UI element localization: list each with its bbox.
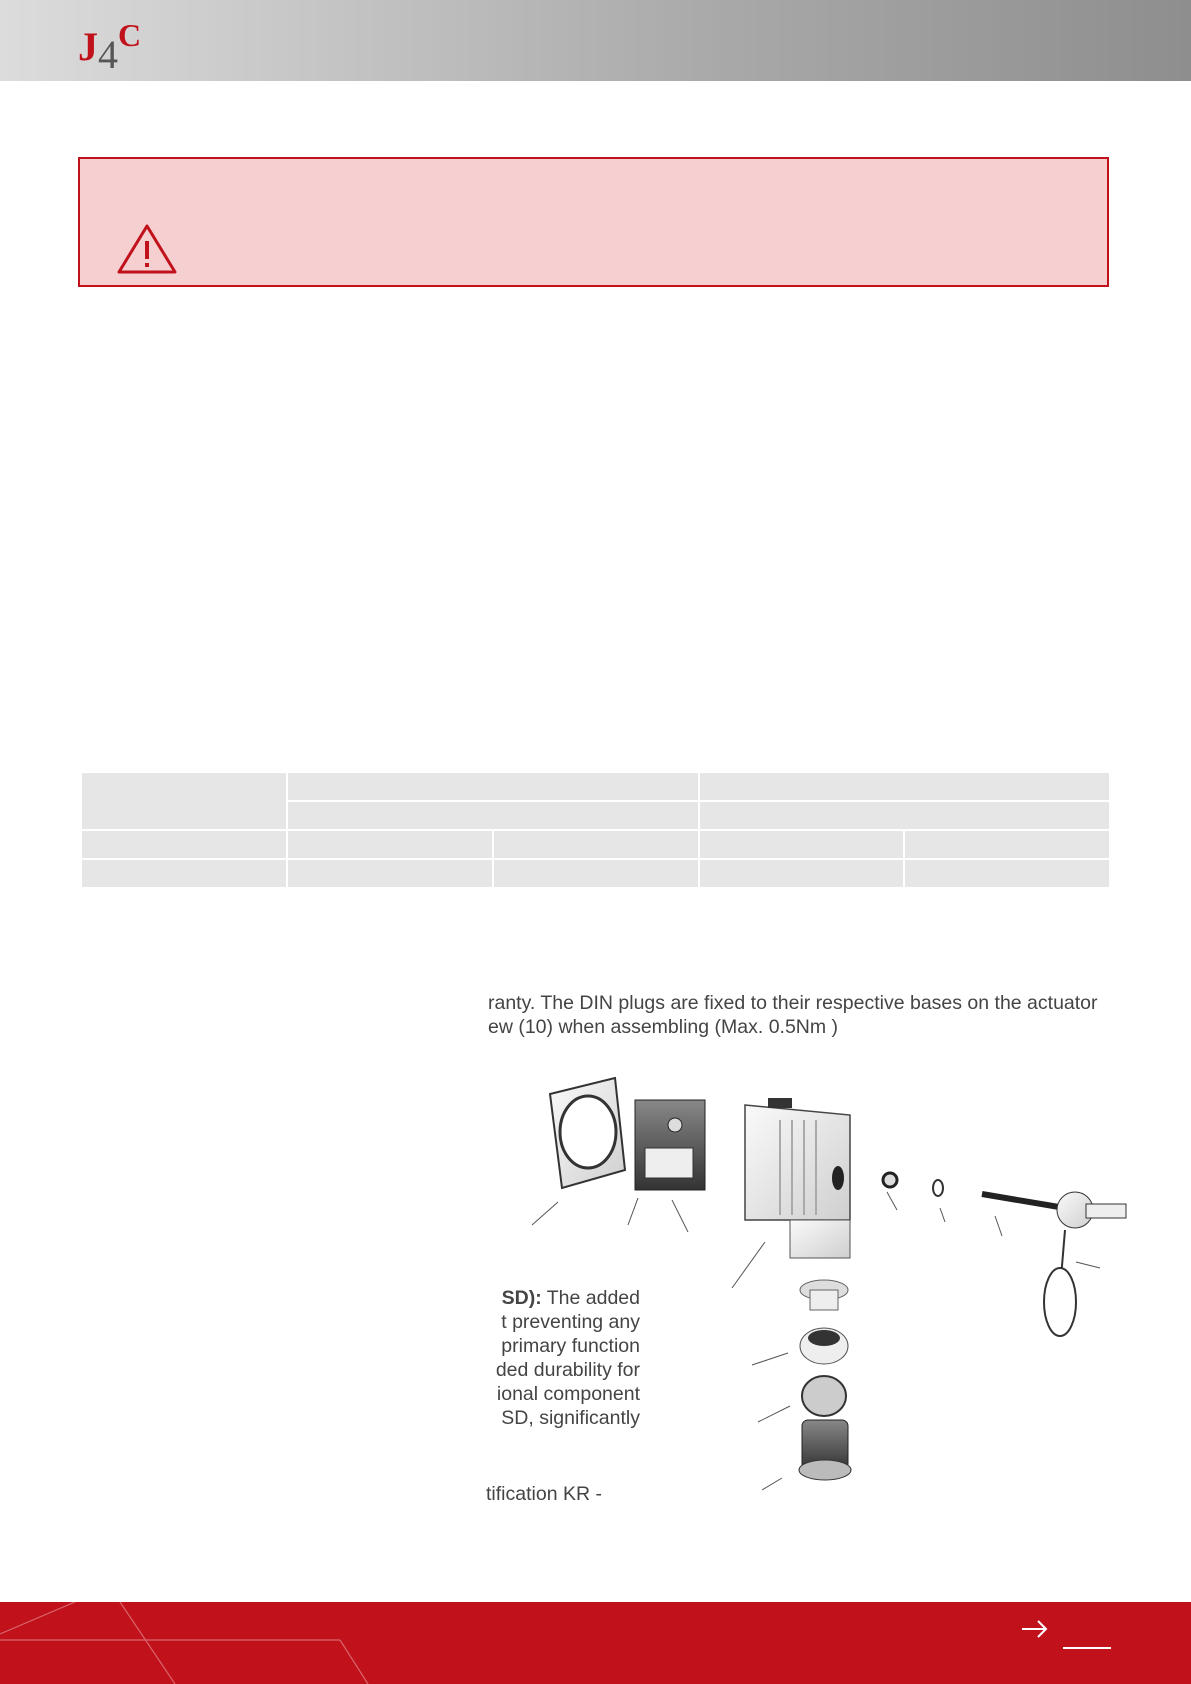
housing-part (745, 1098, 850, 1258)
side-paragraph-line: ded durability for (495, 1359, 640, 1381)
table-cell (288, 773, 698, 800)
spec-table (80, 771, 1111, 889)
table-cell (288, 831, 492, 858)
table-cell (82, 860, 286, 887)
table-cell (82, 773, 286, 829)
page-footer (0, 1602, 1191, 1684)
table-cell (82, 831, 286, 858)
footer-decoration (0, 1602, 1191, 1684)
warning-triangle-icon (116, 223, 178, 275)
table-cell (288, 802, 698, 829)
certification-text: tification KR - (486, 1483, 602, 1505)
svg-text:C: C (118, 17, 142, 53)
din-plug-exploded-view (520, 1070, 1140, 1500)
table-cell (905, 860, 1109, 887)
brand-logo (76, 16, 148, 72)
page-number-underline (1063, 1647, 1111, 1649)
table-cell (494, 831, 698, 858)
table-row (82, 831, 1109, 858)
warning-box (78, 157, 1109, 287)
arrow-right-icon[interactable] (1020, 1614, 1050, 1644)
fixing-screw-part (982, 1192, 1126, 1336)
table-cell (700, 831, 904, 858)
svg-text:J: J (78, 24, 98, 69)
side-paragraph-line: SD, significantly (501, 1407, 640, 1429)
page-header (0, 0, 1191, 81)
table-cell (700, 802, 1110, 829)
table-cell (288, 860, 492, 887)
table-row (82, 860, 1109, 887)
din-text-line-1: ranty. The DIN plugs are fixed to their respective bases on the actuator (488, 992, 1098, 1014)
table-cell (700, 860, 904, 887)
side-paragraph-bold-lead: SD): (501, 1287, 542, 1309)
side-paragraph-lead-rest: The added (541, 1287, 640, 1309)
gasket-part (550, 1078, 625, 1188)
cable-gland-part (799, 1280, 851, 1480)
table-row (82, 773, 1109, 800)
svg-text:4: 4 (98, 32, 118, 72)
din-text-line-2: ew (10) when assembling (Max. 0.5Nm ) (488, 1016, 839, 1038)
seal-rings-part (883, 1173, 943, 1196)
side-paragraph-line: ional component (496, 1383, 640, 1405)
side-paragraph-line: t preventing any (501, 1311, 640, 1333)
table-cell (905, 831, 1109, 858)
table-cell (700, 773, 1110, 800)
terminal-block-part (635, 1100, 705, 1190)
table-cell (494, 860, 698, 887)
side-paragraph-line: primary function (501, 1335, 640, 1357)
